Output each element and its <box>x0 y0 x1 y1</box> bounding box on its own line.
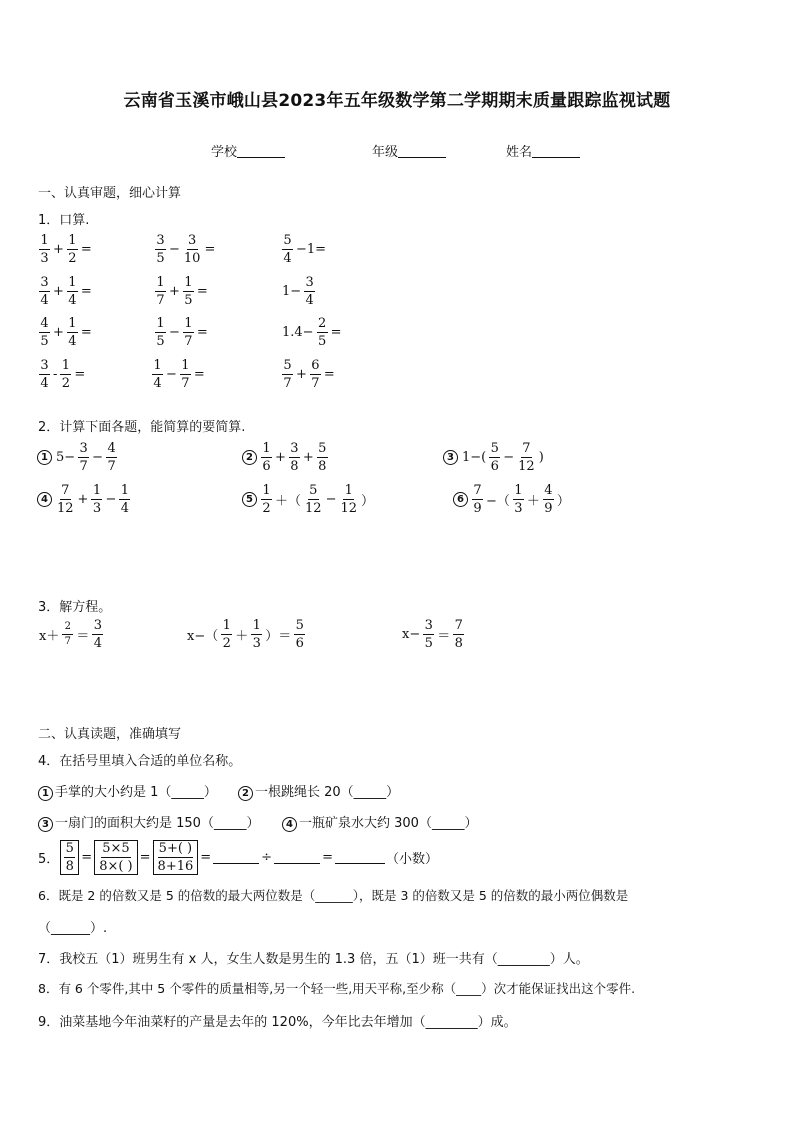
fraction-numerator: 3 <box>188 233 197 248</box>
oral-calc-item <box>281 359 336 390</box>
operator: = <box>80 242 92 257</box>
fraction-numerator: 7 <box>61 483 70 498</box>
fraction <box>39 359 50 390</box>
fraction <box>251 619 262 650</box>
fraction-denominator: 6 <box>262 459 271 474</box>
operator: + <box>275 450 286 465</box>
operator: + <box>302 450 314 465</box>
operator: − <box>503 450 515 465</box>
circled-number-2: 2 <box>238 786 253 801</box>
section1-heading: 一、认真审题，细心计算 <box>38 186 182 201</box>
operator: − <box>169 325 180 340</box>
fraction-denominator: 5 <box>317 334 327 349</box>
oral-calc-item <box>154 276 209 307</box>
q5-box-3[interactable] <box>153 840 199 875</box>
fraction-denominator: 5 <box>156 251 165 266</box>
frac-num: 5 <box>65 841 74 856</box>
fraction-denominator: 3 <box>252 636 261 651</box>
operator: 1.4− <box>282 325 314 340</box>
fraction-denominator: 5 <box>156 334 165 349</box>
fraction-denominator: 5 <box>184 293 193 308</box>
fraction <box>304 484 323 515</box>
fraction <box>489 442 500 473</box>
fraction-numerator: 1 <box>252 618 261 633</box>
fraction <box>56 484 75 515</box>
operator: + <box>296 367 307 382</box>
q5-blank-3[interactable] <box>335 851 385 864</box>
fraction-numerator: 1 <box>120 483 129 498</box>
fraction <box>261 484 272 515</box>
fraction <box>39 276 50 307</box>
fraction <box>62 622 73 647</box>
fraction-denominator: 7 <box>156 293 165 308</box>
school-blank[interactable] <box>237 145 285 158</box>
operator: + <box>53 284 64 299</box>
fraction <box>317 317 328 348</box>
fraction-denominator: 6 <box>295 636 304 651</box>
q4-item-1[interactable] <box>38 781 217 801</box>
fraction-numerator: 1 <box>153 358 162 373</box>
fraction-numerator: 5 <box>295 618 304 633</box>
operator: 1−( <box>462 450 487 465</box>
equals-sign: = <box>200 850 212 865</box>
operator: = <box>74 367 86 382</box>
fraction-denominator: 7 <box>184 334 193 349</box>
fraction-numerator: 1 <box>181 358 190 373</box>
fraction-denominator: 7 <box>64 636 72 647</box>
operator: − <box>92 450 104 465</box>
operator: = <box>80 284 92 299</box>
q2-label: 2．计算下面各题，能简算的要简算. <box>38 420 246 435</box>
operator: −（ <box>486 494 510 509</box>
fraction-denominator: 12 <box>305 501 322 516</box>
fraction <box>67 276 78 307</box>
school-field[interactable] <box>211 141 285 160</box>
compute-item <box>242 442 329 473</box>
fraction <box>39 317 50 348</box>
operator: ＋ <box>526 494 540 509</box>
operator: = <box>80 325 92 340</box>
oral-calc-item <box>38 276 93 307</box>
fraction-denominator: 7 <box>283 376 292 391</box>
frac-num: 5+( ) <box>158 841 193 856</box>
compute-item <box>443 442 545 473</box>
operator: x−（ <box>187 629 219 644</box>
fraction <box>67 317 78 348</box>
grade-blank[interactable] <box>398 145 446 158</box>
fraction-denominator: 4 <box>68 293 77 308</box>
fraction-denominator: 12 <box>518 459 535 474</box>
fraction-numerator: 7 <box>454 618 463 633</box>
q6-line2: （______）. <box>38 921 108 936</box>
compute-item <box>37 442 118 473</box>
oral-calc-item <box>151 359 206 390</box>
equals-sign: = <box>322 850 333 865</box>
circled-number-5: 5 <box>242 492 257 507</box>
fraction-denominator: 7 <box>79 459 88 474</box>
q3-label: 3．解方程。 <box>38 600 112 615</box>
operator: + <box>169 284 180 299</box>
fraction-denominator: 4 <box>305 293 314 308</box>
operator: −1= <box>296 242 327 257</box>
fraction-numerator: 3 <box>40 358 49 373</box>
fraction <box>304 276 315 307</box>
oral-calc-item <box>38 234 93 265</box>
q5-expression <box>38 840 438 875</box>
fraction-denominator: 7 <box>181 376 190 391</box>
q4-label: 4．在括号里填入合适的单位名称。 <box>38 754 242 769</box>
fraction-denominator: 5 <box>424 636 433 651</box>
fraction-numerator: 1 <box>40 233 49 248</box>
frac-den: 8×( ) <box>99 859 133 874</box>
fraction-numerator: 2 <box>62 622 73 635</box>
fraction-numerator: 3 <box>290 441 299 456</box>
fraction-numerator: 3 <box>156 233 165 248</box>
fraction-numerator: 6 <box>311 358 320 373</box>
fraction-denominator: 9 <box>544 501 553 516</box>
fraction-numerator: 1 <box>156 275 165 290</box>
fraction-numerator: 1 <box>514 483 523 498</box>
fraction-numerator: 1 <box>262 441 271 456</box>
q4-item-3[interactable] <box>38 812 259 832</box>
equation-item <box>186 619 306 650</box>
operator: ＋ <box>235 629 249 644</box>
frac-den: 8+16 <box>157 859 194 874</box>
fraction-denominator: 8 <box>454 636 463 651</box>
fraction <box>180 359 191 390</box>
fraction-denominator: 9 <box>473 501 482 516</box>
operator: = <box>323 367 335 382</box>
fraction-denominator: 10 <box>183 251 201 266</box>
operator: ) <box>538 450 544 465</box>
oral-calc-item <box>38 317 93 348</box>
circled-number-3: 3 <box>443 450 458 465</box>
fraction-numerator: 1 <box>184 316 193 331</box>
fraction <box>78 442 89 473</box>
q7-text: 7．我校五（1）班男生有 x 人，女生人数是男生的 1.3 倍，五（1）班一共有（________）人。 <box>38 952 589 967</box>
fraction-denominator: 12 <box>340 501 358 516</box>
operator: − <box>105 492 117 507</box>
fraction-denominator: 6 <box>490 459 499 474</box>
fraction-denominator: 2 <box>68 251 77 266</box>
fraction <box>67 234 78 265</box>
fraction-denominator: 4 <box>68 334 77 349</box>
compute-item <box>242 484 375 515</box>
fraction <box>119 484 130 515</box>
name-label: 姓名 <box>506 145 533 160</box>
operator: = <box>193 367 205 382</box>
fraction <box>155 317 166 348</box>
operator: + <box>53 325 64 340</box>
fraction-denominator: 8 <box>318 459 327 474</box>
fraction-numerator: 5 <box>283 233 292 248</box>
operator: x＋ <box>39 629 60 644</box>
fraction-denominator: 3 <box>514 501 523 516</box>
fraction-numerator: 1 <box>68 316 77 331</box>
fraction <box>106 442 117 473</box>
circled-number-3: 3 <box>38 817 53 832</box>
operator: - <box>53 367 58 382</box>
equals-sign: = <box>81 850 93 865</box>
name-blank[interactable] <box>532 145 580 158</box>
fraction <box>472 484 483 515</box>
fraction <box>155 276 166 307</box>
operator: 1− <box>282 284 302 299</box>
fraction <box>513 484 524 515</box>
operator: = <box>196 325 208 340</box>
circled-number-1: 1 <box>37 450 52 465</box>
q4-text-4: 一瓶矿泉水大约 300（_____） <box>299 816 478 831</box>
operator: ） <box>556 494 570 509</box>
operator: ） <box>361 494 375 509</box>
compute-item <box>37 484 131 515</box>
fraction-denominator: 2 <box>61 376 71 391</box>
circled-number-2: 2 <box>242 450 257 465</box>
q8-text: 8．有 6 个零件,其中 5 个零件的质量相等,另一个轻一些,用天平称,至少称（____）次才能保证找出这个零件. <box>38 981 636 996</box>
operator: ＝ <box>437 629 451 644</box>
fraction-denominator: 2 <box>262 501 271 516</box>
fraction <box>261 442 272 473</box>
fraction <box>183 317 194 348</box>
q1-label: 1．口算. <box>38 213 90 228</box>
fraction <box>92 619 103 650</box>
fraction-numerator: 4 <box>40 316 49 331</box>
operator: = <box>196 284 208 299</box>
circled-number-6: 6 <box>453 492 468 507</box>
fraction <box>282 234 293 265</box>
fraction-numerator: 1 <box>222 618 231 633</box>
fraction <box>221 619 232 650</box>
oral-calc-item <box>281 317 342 348</box>
fraction-denominator: 7 <box>107 459 116 474</box>
fraction-numerator: 1 <box>61 358 71 373</box>
fraction-numerator: 1 <box>156 316 165 331</box>
fraction-numerator: 5 <box>283 358 292 373</box>
fraction-numerator: 7 <box>473 483 482 498</box>
fraction-numerator: 1 <box>344 483 353 498</box>
fraction-numerator: 1 <box>184 275 193 290</box>
school-label: 学校 <box>211 145 238 160</box>
circled-number-1: 1 <box>38 786 53 801</box>
frac-den: 8 <box>65 859 74 874</box>
fraction-numerator: 4 <box>544 483 553 498</box>
fraction <box>282 359 293 390</box>
q5-number: 5． <box>38 852 60 867</box>
q4-item-4[interactable] <box>282 812 477 832</box>
fraction-numerator: 1 <box>262 483 271 498</box>
fraction-denominator: 3 <box>40 251 49 266</box>
q5-box-1 <box>60 840 79 875</box>
page-title: 云南省玉溪市峨山县2023年五年级数学第二学期期末质量跟踪监视试题 <box>123 91 671 111</box>
fraction-denominator: 7 <box>311 376 320 391</box>
operator: + <box>53 242 64 257</box>
q9-text: 9．油菜基地今年油菜籽的产量是去年的 120%，今年比去年增加（________）成。 <box>38 1015 517 1030</box>
fraction-numerator: 5 <box>490 441 499 456</box>
fraction-denominator: 4 <box>120 501 129 516</box>
divide-sign: ÷ <box>261 850 273 865</box>
oral-calc-item <box>38 359 86 390</box>
fraction-numerator: 3 <box>305 275 314 290</box>
circled-number-4: 4 <box>282 817 297 832</box>
q4-text-3: 一扇门的面积大约是 150（_____） <box>55 816 260 831</box>
fraction <box>60 359 71 390</box>
oral-calc-item <box>154 317 209 348</box>
q5-blank-2[interactable] <box>274 851 320 864</box>
q5-box-2[interactable] <box>94 840 137 875</box>
fraction <box>39 234 50 265</box>
fraction <box>155 234 166 265</box>
fraction <box>453 619 464 650</box>
fraction <box>152 359 163 390</box>
operator: − <box>169 242 180 257</box>
fraction <box>294 619 305 650</box>
operator: = <box>330 325 342 340</box>
fraction-numerator: 4 <box>107 441 116 456</box>
operator: 5− <box>56 450 76 465</box>
fraction-numerator: 1 <box>68 233 77 248</box>
fraction-denominator: 4 <box>40 293 49 308</box>
fraction <box>423 619 434 650</box>
operator: ＋（ <box>275 494 302 509</box>
fraction-numerator: 2 <box>317 316 327 331</box>
operator: − <box>166 367 177 382</box>
compute-item <box>453 484 571 515</box>
fraction-denominator: 4 <box>283 251 292 266</box>
fraction-denominator: 8 <box>290 459 299 474</box>
operator: x− <box>402 627 421 642</box>
q4-text-1: 手掌的大小约是 1（_____） <box>55 785 217 800</box>
frac-num: 5×5 <box>102 841 130 856</box>
fraction <box>183 276 194 307</box>
fraction-numerator: 3 <box>93 618 102 633</box>
fraction-numerator: 7 <box>522 441 531 456</box>
fraction <box>183 234 202 265</box>
q5-tail: （小数） <box>385 852 438 867</box>
operator: ）＝ <box>265 629 292 644</box>
grade-field[interactable] <box>372 141 446 160</box>
fraction <box>91 484 102 515</box>
section2-heading: 二、认真读题，准确填写 <box>38 727 182 742</box>
q4-text-2: 一根跳绳长 20（_____） <box>255 785 400 800</box>
fraction-denominator: 4 <box>153 376 162 391</box>
fraction-numerator: 1 <box>68 275 77 290</box>
oral-calc-item <box>154 234 216 265</box>
oral-calc-item <box>281 276 316 307</box>
fraction-denominator: 3 <box>92 501 102 516</box>
operator: − <box>325 492 337 507</box>
fraction-denominator: 4 <box>40 376 49 391</box>
operator: + <box>77 492 89 507</box>
fraction-denominator: 5 <box>40 334 49 349</box>
operator: ＝ <box>76 629 90 644</box>
equals-sign: = <box>139 850 151 865</box>
fraction <box>339 484 358 515</box>
oral-calc-item <box>281 234 327 265</box>
fraction-numerator: 1 <box>92 483 102 498</box>
grade-label: 年级 <box>372 145 399 160</box>
fraction-denominator: 4 <box>93 636 102 651</box>
fraction <box>543 484 554 515</box>
fraction-numerator: 5 <box>309 483 318 498</box>
circled-number-4: 4 <box>37 492 52 507</box>
fraction <box>289 442 300 473</box>
fraction <box>310 359 321 390</box>
fraction-denominator: 2 <box>222 636 231 651</box>
fraction-numerator: 3 <box>79 441 88 456</box>
q6-line1: 6．既是 2 的倍数又是 5 的倍数的最大两位数是（______），既是 3 的倍数又是 5 的倍数的最小两位偶数是 <box>38 888 629 903</box>
equation-item <box>401 619 465 650</box>
fraction-numerator: 3 <box>40 275 49 290</box>
q5-blank-1[interactable] <box>213 851 259 864</box>
fraction <box>317 442 328 473</box>
equation-item <box>38 619 104 650</box>
fraction <box>517 442 536 473</box>
fraction-denominator: 12 <box>57 501 74 516</box>
name-field[interactable] <box>506 141 580 160</box>
q4-item-2[interactable] <box>238 781 399 801</box>
fraction-numerator: 5 <box>318 441 327 456</box>
operator: = <box>204 242 216 257</box>
fraction-numerator: 3 <box>424 618 433 633</box>
